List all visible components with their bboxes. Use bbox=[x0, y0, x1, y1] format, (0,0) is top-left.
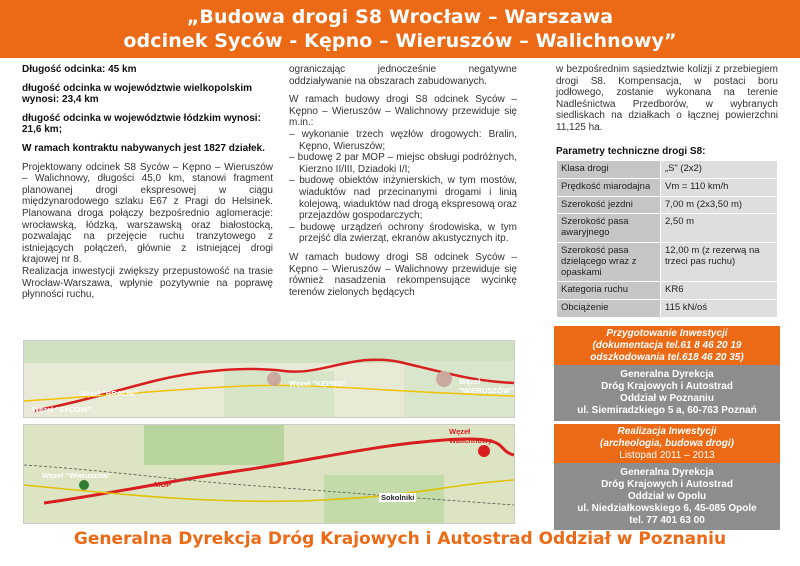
map-label: Węzeł "SYCÓW" bbox=[32, 405, 91, 414]
box-phone: (dokumentacja tel.61 8 46 20 19 bbox=[592, 339, 742, 351]
param-value: Vm = 110 km/h bbox=[661, 178, 778, 196]
intro-paragraph: Projektowany odcinek S8 Syców – Kępno – Wieruszów – Walichnowy, długości 45,0 km, stanowi fragment planowanej drogi ekspresowej w ciągu międzynarodowego szlaku E67 z Pragi do Helsinek. Planowana droga połączy bezpośrednio aglomeracje: wrocławską, łódzką, warszawską oraz białostocką, pozwalając na przejęcie ruchu tranzytowego z istniejących połączeń, głównie z istniejącej drogi krajowej nr 8. bbox=[22, 161, 273, 266]
capacity-paragraph: Realizacja inwestycji zwiększy przepustowość na trasie Wrocław-Warszawa, wpłynie pozytywnie na poprawę płynności ruchu, bbox=[22, 265, 273, 301]
param-value: 12,00 m (z rezerwą na trzeci pas ruchu) bbox=[661, 242, 778, 281]
param-value: „S” (2x2) bbox=[661, 161, 778, 179]
length-total: Długość odcinka: 45 km bbox=[22, 64, 137, 75]
param-value: 115 kN/oś bbox=[661, 300, 778, 318]
column-middle bbox=[289, 64, 517, 298]
title-line-2: odcinek Syców - Kępno – Wieruszów – Walichnowy” bbox=[123, 30, 677, 52]
scope-item: – wykonanie trzech węzłów drogowych: Bralin, Kępno, Wieruszów; bbox=[289, 128, 517, 152]
plots-count: W ramach kontraktu nabywanych jest 1827 działek. bbox=[22, 142, 265, 154]
map-label: Węzeł Walichnowy bbox=[449, 427, 493, 445]
length-wielkopolskie: długość odcinka w województwie wielkopolskim wynosi: 23,4 km bbox=[22, 82, 253, 106]
scope-item: – budowę urządzeń ochrony środowiska, w tym przejść dla zwierząt, ekranów akustycznych itp. bbox=[289, 221, 517, 245]
param-key: Klasa drogi bbox=[557, 161, 661, 179]
param-value: KR6 bbox=[661, 282, 778, 300]
table-row bbox=[557, 178, 778, 196]
plantings-paragraph: W ramach budowy drogi S8 odcinek Syców – Kępno – Wieruszów – Walichnowy przewiduje się również nasadzenia rekompensujące wycinkę terenów zielonych będących bbox=[289, 251, 517, 298]
param-key: Szerokość pasa awaryjnego bbox=[557, 214, 661, 243]
box-subtitle: (archeologia, budowa drogi) bbox=[600, 437, 734, 449]
table-row bbox=[557, 300, 778, 318]
box-address bbox=[554, 365, 780, 420]
param-value: 2,50 m bbox=[661, 214, 778, 243]
org-branch: Oddział w Poznaniu bbox=[620, 392, 714, 404]
title-line-1: „Budowa drogi S8 Wrocław – Warszawa bbox=[186, 6, 614, 28]
box-phone: odszkodowania tel.618 46 20 35) bbox=[590, 351, 744, 363]
table-row bbox=[557, 196, 778, 214]
box-title: Realizacja Inwestycji bbox=[617, 426, 717, 437]
box-title: Przygotowanie Inwestycji bbox=[606, 328, 728, 339]
table-row bbox=[557, 242, 778, 281]
org-name: Dróg Krajowych i Autostrad bbox=[601, 381, 733, 393]
param-key: Obciążenie bbox=[557, 300, 661, 318]
contact-box-realization bbox=[554, 424, 780, 530]
map-label: Sokolniki bbox=[381, 493, 415, 502]
param-key: Szerokość jezdni bbox=[557, 196, 661, 214]
column-right bbox=[556, 64, 778, 134]
route-map-detail bbox=[23, 424, 515, 524]
map-label: MOP bbox=[154, 480, 172, 489]
org-street: ul. Siemiradzkiego 5 a, 60-763 Poznań bbox=[577, 404, 757, 416]
map-label: Węzeł "BRALIN" bbox=[79, 389, 138, 398]
box-dates: Listopad 2011 – 2013 bbox=[619, 449, 715, 461]
map-label: Węzeł "Wieruszów" bbox=[42, 471, 112, 480]
org-name: Generalna Dyrekcja bbox=[620, 467, 714, 479]
box-header bbox=[554, 424, 780, 463]
org-branch: Oddział w Opolu bbox=[627, 490, 707, 502]
map-overview-svg bbox=[24, 341, 514, 417]
param-key: Prędkość miarodajna bbox=[557, 178, 661, 196]
title-banner bbox=[0, 0, 800, 58]
box-address bbox=[554, 463, 780, 530]
param-key: Kategoria ruchu bbox=[557, 282, 661, 300]
continued-paragraph: ograniczając jednocześnie negatywne oddziaływanie na obszarach zabudowanych. bbox=[289, 64, 517, 87]
compensation-paragraph: w bezpośrednim sąsiedztwie kolizji z przebiegiem drogi S8. Kompensacja, w postaci boru jodłowego, zostanie wykonana na terenie Nadleśnictwa Przedborów, w wybranych siedliskach na działkach o łącznej powierzchni 11,125 ha. bbox=[556, 64, 778, 133]
org-phone: tel. 77 401 63 00 bbox=[629, 514, 705, 526]
column-left bbox=[22, 64, 273, 301]
box-header bbox=[554, 326, 780, 365]
table-row bbox=[557, 161, 778, 179]
scope-intro: W ramach budowy drogi S8 odcinek Syców – Kępno – Wieruszów – Walichnowy przewiduje się m.in.: bbox=[289, 94, 517, 129]
params-title: Parametry techniczne drogi S8: bbox=[556, 146, 706, 157]
footer-org-name: Generalna Dyrekcja Dróg Krajowych i Autostrad Oddział w Poznaniu bbox=[73, 529, 727, 549]
scope-item: – budowę obiektów inżynierskich, w tym mostów, wiaduktów nad przecinanymi drogami i linią kolejową, wiaduktów nad drogą ekspresową oraz przejazdów gospodarczych; bbox=[289, 175, 517, 222]
param-value: 7,00 m (2x3,50 m) bbox=[661, 196, 778, 214]
route-map-overview bbox=[23, 340, 515, 418]
org-street: ul. Niedziałkowskiego 6, 45-085 Opole bbox=[577, 502, 757, 514]
param-key: Szerokość pasa dzielącego wraz z opaskami bbox=[557, 242, 661, 281]
map-label: Węzeł "KĘPNO" bbox=[289, 379, 347, 388]
length-lodzkie: długość odcinka w województwie łódzkim wynosi: 21,6 km; bbox=[22, 112, 261, 136]
scope-item: – budowę 2 par MOP – miejsc obsługi podróżnych, Kierzno II/III, Dziadoki I/I; bbox=[289, 152, 517, 175]
contact-box-preparation bbox=[554, 326, 780, 421]
map-label: Węzeł "WIERUSZÓW" bbox=[459, 377, 514, 395]
table-row bbox=[557, 282, 778, 300]
params-table bbox=[556, 160, 778, 318]
org-name: Generalna Dyrekcja bbox=[620, 369, 714, 381]
org-name: Dróg Krajowych i Autostrad bbox=[601, 479, 733, 491]
table-row bbox=[557, 214, 778, 243]
